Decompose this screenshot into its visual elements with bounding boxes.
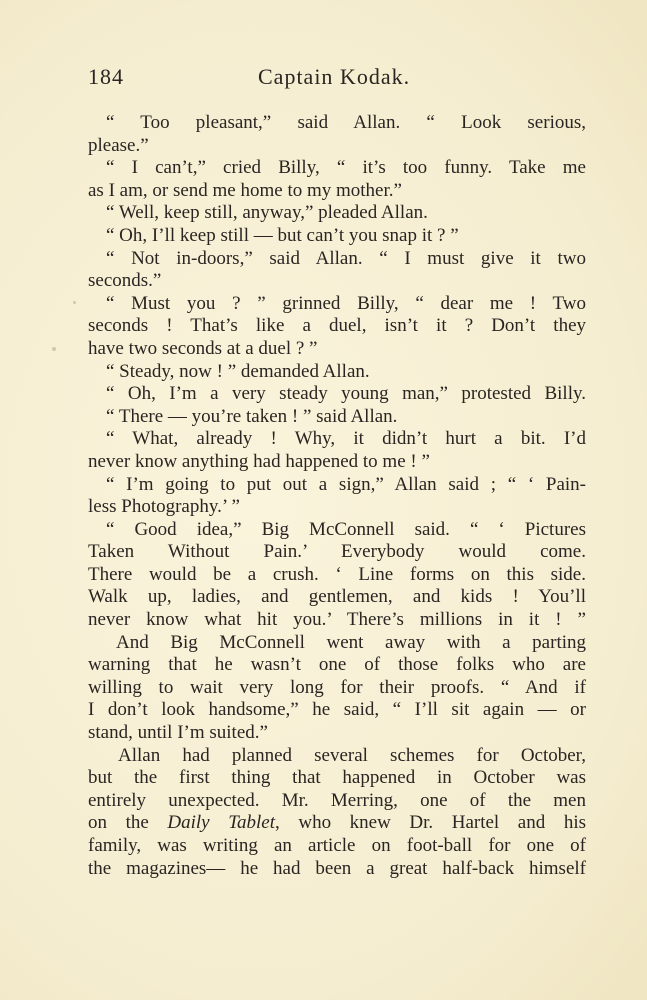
paper-speck <box>52 347 56 351</box>
text-line: “ Not in-doors,” said Allan. “ I must give it two <box>106 247 586 269</box>
text-line: “ I’m going to put out a sign,” Allan said ; “ ‘ Pain- <box>106 473 586 495</box>
text-line: And Big McConnell went away with a parting <box>116 631 586 653</box>
paper-speck <box>73 301 76 304</box>
text-line: stand, until I’m suited.” <box>88 722 268 744</box>
text-line: “ Steady, now ! ” demanded Allan. <box>106 360 370 382</box>
page-header <box>88 64 588 104</box>
text-line: “ Too pleasant,” said Allan. “ Look serious, <box>106 112 586 133</box>
text-line: “ I can’t,” cried Billy, “ it’s too funny. Take me <box>106 157 586 179</box>
text-line: have two seconds at a duel ? ” <box>88 337 318 359</box>
running-title: Captain Kodak. <box>258 64 411 89</box>
text-line: willing to wait very long for their proofs. “ And if <box>88 676 586 698</box>
text-line: Walk up, ladies, and gentlemen, and kids ! You’ll <box>88 586 586 608</box>
text-line: never know anything had happened to me ! ” <box>88 450 430 472</box>
text-line: “ Must you ? ” grinned Billy, “ dear me ! Two <box>106 292 586 314</box>
text-line: less Photography.’ ” <box>88 496 240 518</box>
text-line: I don’t look handsome,” he said, “ I’ll sit again — or <box>88 699 586 721</box>
text-line: family, was writing an article on foot-ball for one of <box>88 835 586 856</box>
text-line: as I am, or send me home to my mother.” <box>88 179 402 201</box>
text-line: warning that he wasn’t one of those folks who are <box>88 654 586 676</box>
text-line: “ There — you’re taken ! ” said Allan. <box>106 405 398 427</box>
text-line: on the Daily Tablet, who knew Dr. Hartel and his <box>88 812 586 834</box>
text-line: entirely unexpected. Mr. Merring, one of the men <box>88 789 586 811</box>
text-line: “ Good idea,” Big McConnell said. “ ‘ Pictures <box>106 518 586 540</box>
text-line: “ Oh, I’m a very steady young man,” protested Billy. <box>106 383 586 405</box>
text-line: Allan had planned several schemes for October, <box>118 744 586 766</box>
body-text <box>88 112 586 880</box>
text-line: “ Oh, I’ll keep still — but can’t you snap it ? ” <box>106 224 459 246</box>
text-line: the magazines— he had been a great half-back himself <box>88 857 586 879</box>
text-line: seconds ! That’s like a duel, isn’t it ? Don’t they <box>88 315 586 337</box>
text-line: “ Well, keep still, anyway,” pleaded Allan. <box>106 202 428 224</box>
text-line: please.” <box>88 134 149 156</box>
text-line: There would be a crush. ‘ Line forms on this side. <box>88 563 586 585</box>
text-line: Taken Without Pain.’ Everybody would come. <box>88 541 586 563</box>
text-line: but the first thing that happened in October was <box>88 767 586 789</box>
text-line: “ What, already ! Why, it didn’t hurt a bit. I’d <box>106 428 586 450</box>
page-number: 184 <box>88 64 124 89</box>
text-line: seconds.” <box>88 270 162 292</box>
text-line: never know what hit you.’ There’s millions in it ! ” <box>88 609 586 631</box>
newspaper-title: Daily Tablet <box>167 812 276 834</box>
